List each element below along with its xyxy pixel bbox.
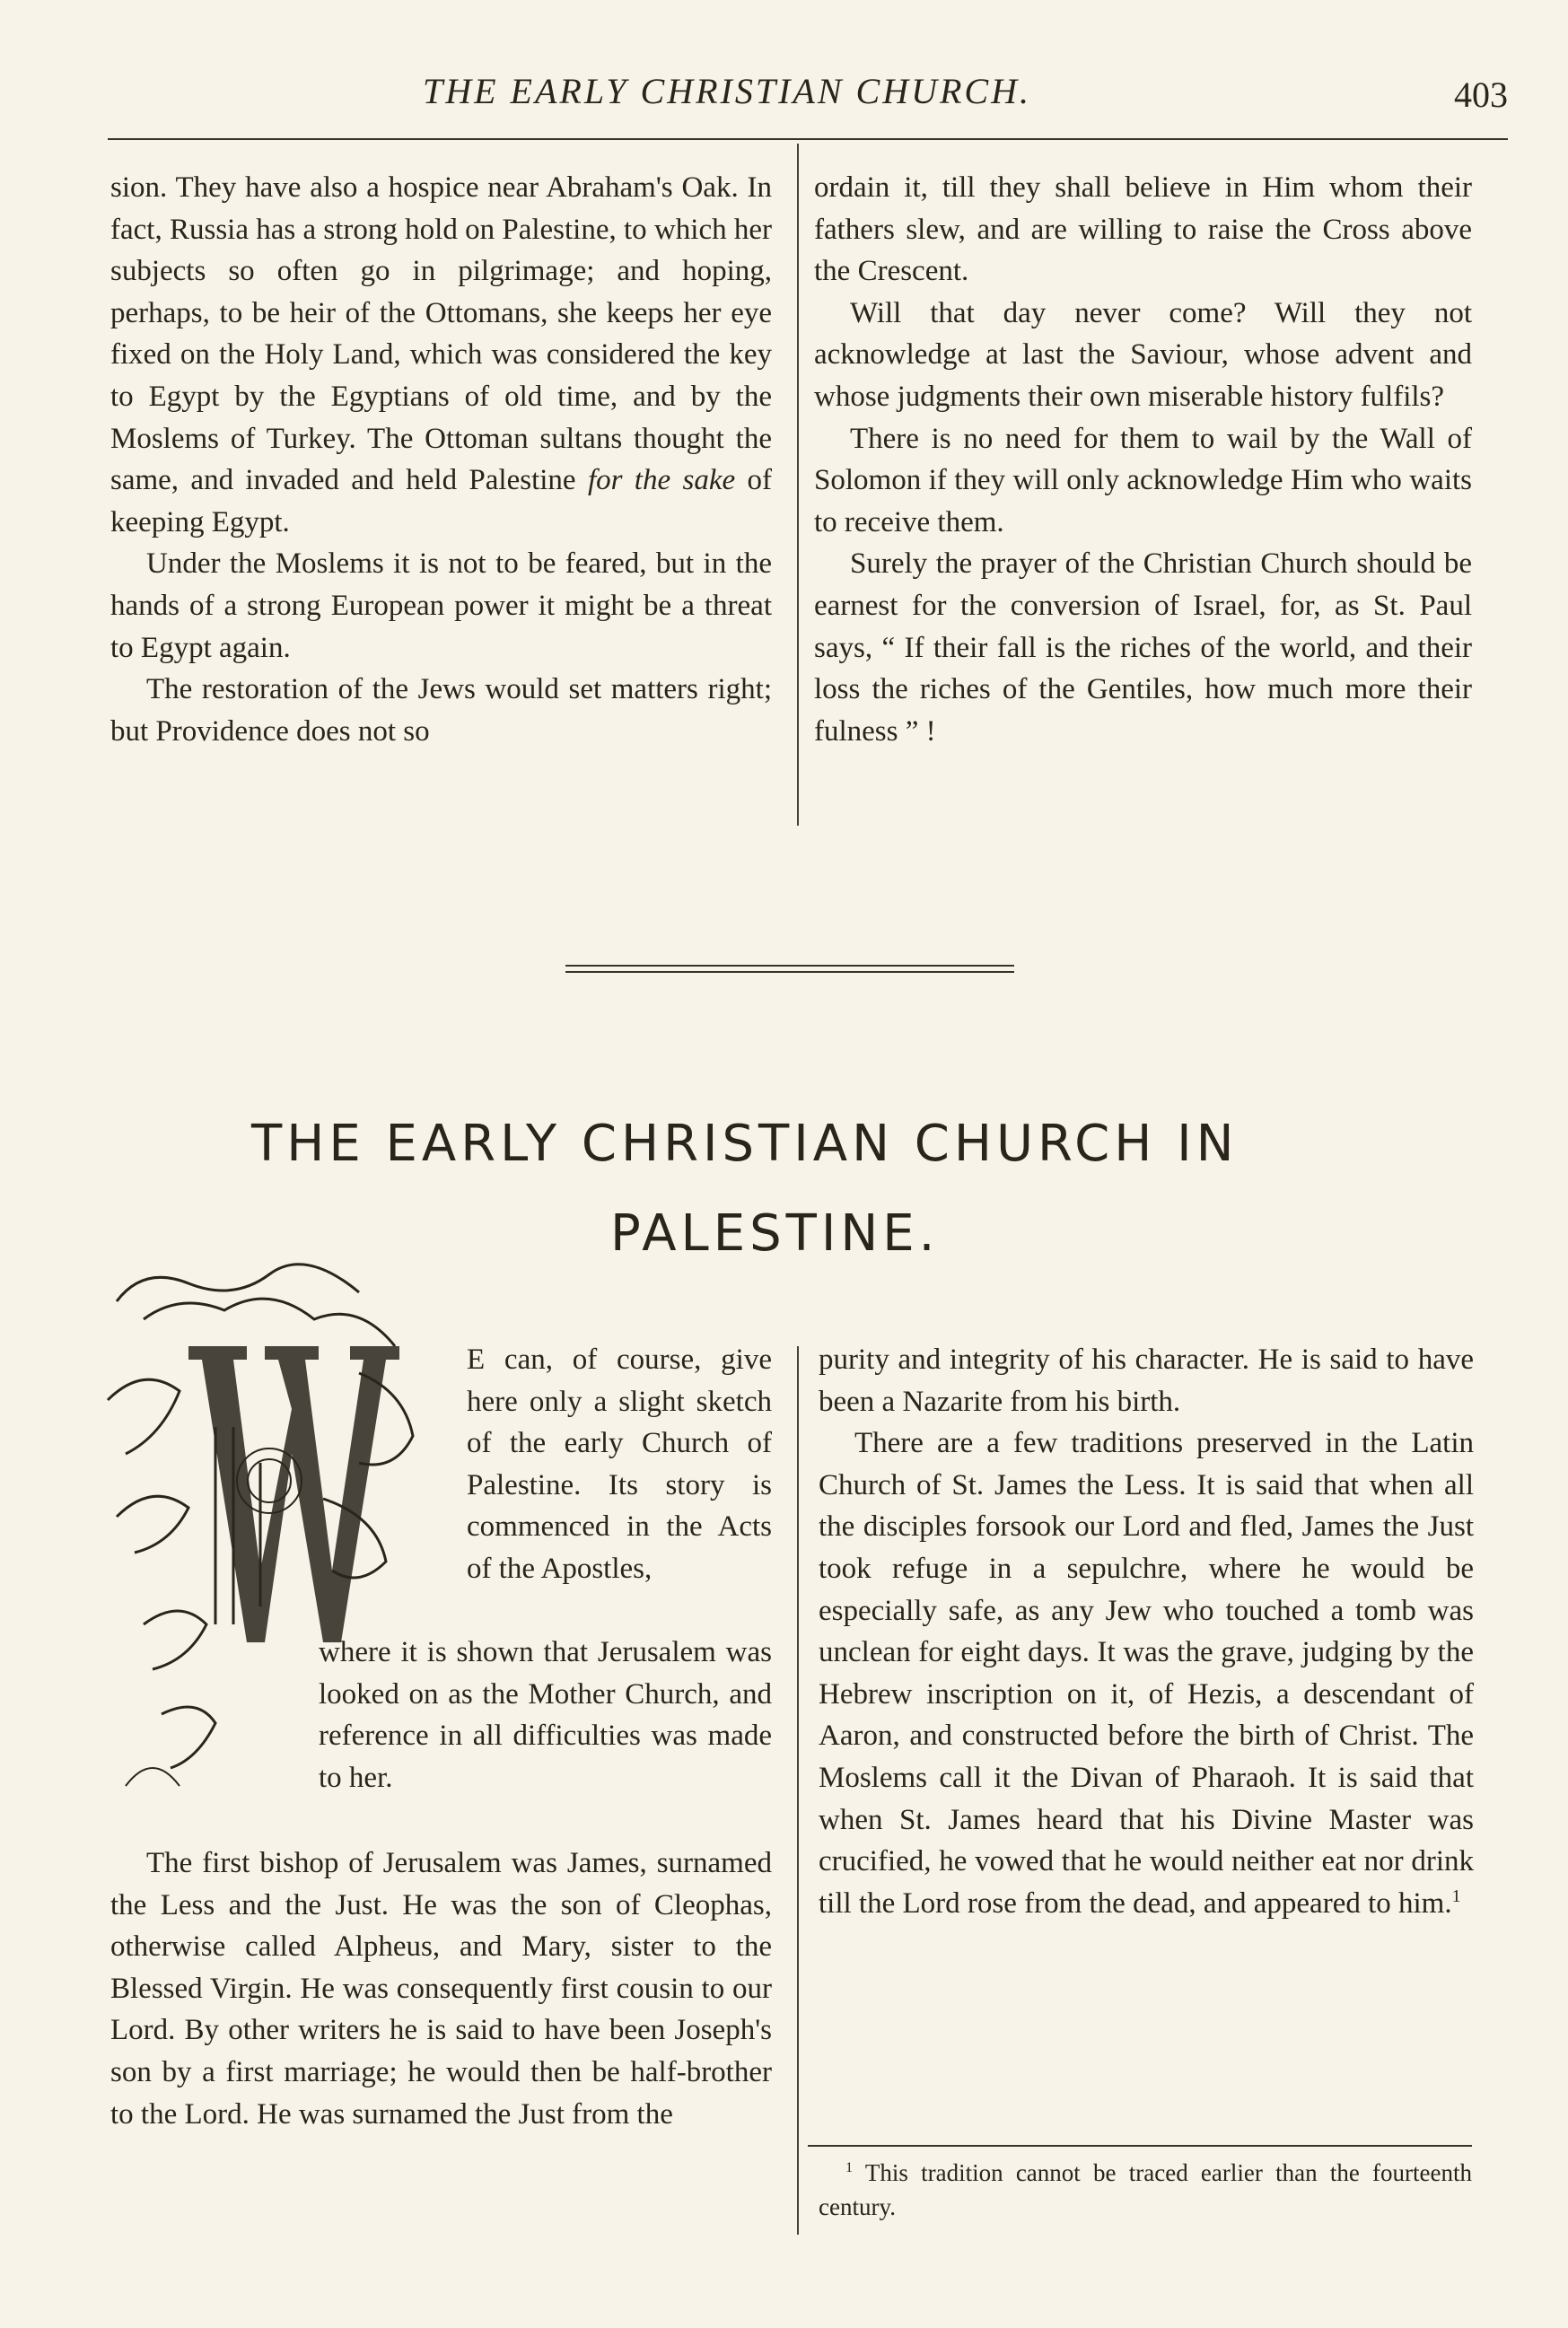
paragraph: Surely the prayer of the Christian Church should be earnest for the conversion of Israel, for, as St. Paul says, “ If their fall is the riches of the world, and their loss the riches of the Gentiles, how much more their fulness ” ! — [814, 547, 1472, 748]
page-number: 403 — [1454, 74, 1508, 115]
footnote-text: This tradition cannot be traced earlier than the fourteenth century. — [819, 2159, 1473, 2220]
paragraph: There are a few traditions preserved in the Latin Church of St. James the Less. It is said that when all the disciples forsook our Lord and fled, James the Just took refuge in a sepulchre, where he would be especially safe, as any Jew who touched a tomb was unclean for eight days. It was the grave, judging by the Hebrew inscription on it, of Hezis, a descendant of Aaron, and constructed before the birth of Christ. The Moslems call it the Divan of Pharaoh. It is said that when St. James heard that his Divine Master was crucified, he vowed that he would neither eat nor drink till the Lord rose from the dead, and appeared to him.$^1$ — [819, 1427, 1474, 1920]
paragraph: The first bishop of Jerusalem was James, surnamed the Less and the Just. He was the son of Cleophas, otherwise called Alpheus, and Mary, sister to the Blessed Virgin. He was consequently first cousin to our Lord. By other writers he is said to have been Joseph's son by a first marriage; he would then be half-brother to the Lord. He was surnamed the Just from the — [110, 1847, 772, 2131]
paragraph: The restoration of the Jews would set matters right; but Providence does not so — [110, 673, 772, 748]
paragraph: ordain it, till they shall believe in Him whom their fathers slew, and are willing to raise the Cross above the Crescent. — [814, 171, 1472, 288]
section-divider — [565, 965, 1014, 976]
footnote-rule — [808, 2145, 1472, 2147]
bottom-left-column — [110, 1842, 772, 2135]
running-header — [108, 70, 1508, 124]
paragraph: sion. They have also a hospice near Abraham's Oak. In fact, Russia has a strong hold on Palestine, to which her subjects so often go in pilgrimage; and hoping, perhaps, to be heir of the Ottomans, she keeps her eye fixed on the Holy Land, which was considered the key to Egypt by the Egyptians of old time, and by the Moslems of Turkey. The Ottoman sultans thought the same, and invaded and held Palestine for the sake of keeping Egypt. — [110, 171, 772, 538]
section-title-line-1: THE EARLY CHRISTIAN CHURCH IN — [251, 1115, 1239, 1173]
paragraph: There is no need for them to wail by the Wall of Solomon if they will only acknowledge Him who waits to receive them. — [814, 422, 1472, 538]
column-rule-bottom — [797, 1346, 799, 2235]
footnote-reference[interactable]: 1 — [1451, 1886, 1461, 1906]
paragraph: Under the Moslems it is not to be feared, but in the hands of a strong European power it might be a threat to Egypt again. — [110, 547, 772, 664]
footnote-marker: 1 — [845, 2159, 854, 2175]
opening-paragraph-part-2: where it is shown that Jerusalem was looked on as the Mother Church, and reference in all difficulties was made to her. — [319, 1636, 772, 1794]
footnote — [819, 2156, 1472, 2224]
section-title-line-2: PALESTINE. — [610, 1204, 940, 1263]
header-rule — [108, 138, 1508, 140]
running-title: THE EARLY CHRISTIAN CHURCH. — [422, 71, 1031, 111]
paragraph: Will that day never come? Will they not acknowledge at last the Saviour, whose advent and whose judgments their own miserable history fulfils? — [814, 296, 1472, 413]
opening-paragraph-part-1: E can, of course, give here only a slight sketch of the early Church of Palestine. Its story is commenced in the Acts of the Apostles, — [467, 1343, 772, 1585]
top-left-column — [110, 167, 772, 752]
top-right-column — [814, 167, 1472, 752]
bottom-right-column — [819, 1339, 1474, 1924]
column-rule-top — [797, 144, 799, 826]
paragraph: purity and integrity of his character. He is said to have been a Nazarite from his birth. — [819, 1343, 1474, 1418]
